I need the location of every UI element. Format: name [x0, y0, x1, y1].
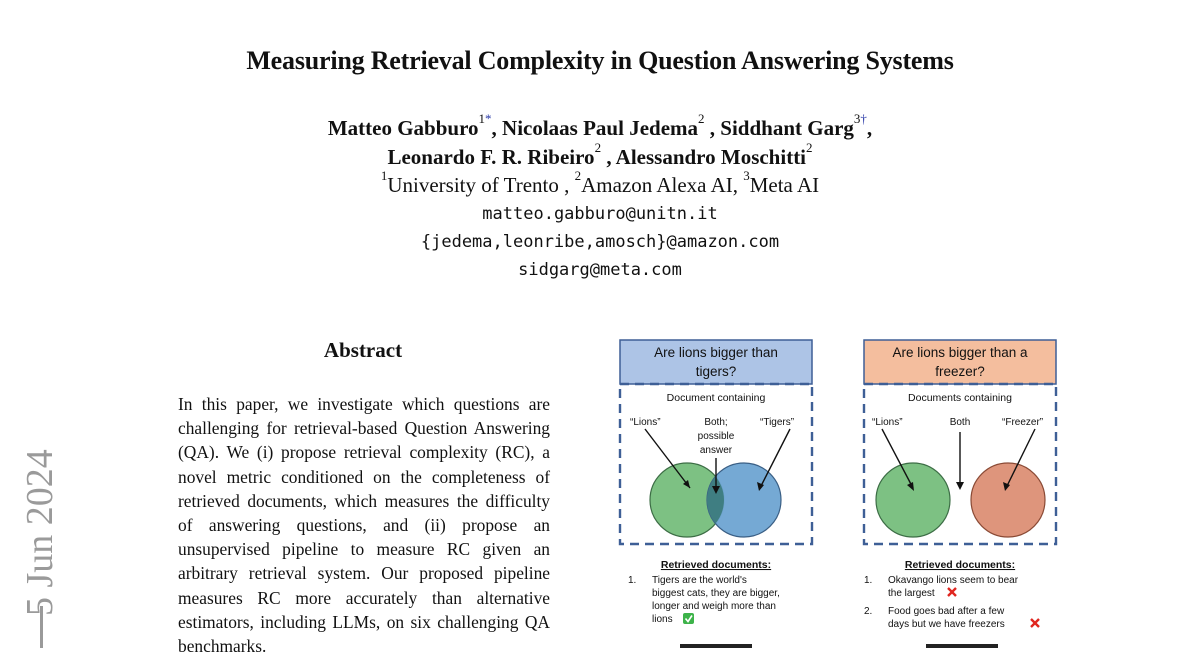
figure-illustration — [610, 334, 1070, 648]
left-panel — [620, 340, 812, 625]
check-icon — [683, 613, 694, 624]
right-item-2-line-2: days but we have freezers — [888, 619, 1005, 630]
affiliations — [0, 168, 1200, 199]
author-line-2 — [0, 140, 1200, 172]
left-item-1-line-4: lions — [652, 614, 673, 625]
author-line2-affil-index-1: 2 — [594, 140, 602, 155]
right-item-2-line-1: Food goes bad after a few — [888, 606, 1005, 617]
left-next-element-stub — [680, 644, 752, 648]
left-label-both-3: answer — [699, 445, 733, 456]
left-retrieved-title: Retrieved documents: — [660, 559, 772, 571]
left-item-1-line-2: biggest cats, they are bigger, — [652, 588, 780, 599]
author-line2-affil-index-2: 2 — [806, 140, 813, 155]
left-label-both-2: possible — [697, 431, 735, 442]
author-line-1 — [0, 111, 1200, 143]
left-doc-label: Document containing — [666, 392, 766, 404]
freezer-circle — [971, 463, 1045, 537]
cross-icon — [1031, 619, 1039, 627]
author-line2-name-2: Alessandro Moschitti — [615, 145, 807, 169]
arxiv-stamp-bracket — [40, 606, 53, 648]
affiliation-index-3: 3 — [743, 168, 750, 183]
left-question-line-1: Are lions bigger than — [654, 345, 778, 360]
author-line1-note-mark-3: † — [860, 111, 867, 126]
abstract-text: In this paper, we investigate which questions are challenging for retrieval-based Question Answering (QA). We (i) propose retrieval complexity (RC), a novel metric conditioned on the completeness of retrieved documents, which measures the difficulty of answering questions, and (ii) propose an unsupervised pipeline to measure RC given an arbitrary retrieval system. Our proposed pipeline measures RC more accurately than alternative estimators, including LLMs, on six challenging QA benchmarks. — [178, 394, 550, 657]
right-retrieved-title: Retrieved documents: — [904, 559, 1016, 571]
affiliation-1: University of Trento , — [387, 173, 575, 197]
figure-1 — [610, 334, 1070, 648]
author-line1-affil-index-3: 3† — [853, 111, 867, 126]
author-list — [0, 111, 1200, 172]
abstract-heading: Abstract — [323, 338, 403, 362]
right-item-1-num: 1. — [864, 575, 873, 586]
email-2: {jedema,leonribe,amosch}@amazon.com — [420, 232, 780, 252]
right-label-lions: “Lions” — [872, 417, 903, 428]
arxiv-side-stamp: 5 Jun 2024 — [19, 449, 61, 616]
email-3: sidgarg@meta.com — [518, 260, 682, 280]
author-line1-name-1: Matteo Gabburo — [327, 116, 479, 140]
right-item-1-line-2: the largest — [888, 588, 935, 599]
right-lions-circle — [876, 463, 950, 537]
email-1: matteo.gabburo@unitn.it — [482, 204, 718, 224]
affiliation-2: Amazon Alexa AI, — [581, 173, 744, 197]
email-list — [0, 200, 1200, 284]
left-question-line-2: tigers? — [695, 364, 737, 379]
right-question-line-1: Are lions bigger than a — [892, 345, 1028, 360]
right-label-both: Both — [949, 417, 971, 428]
right-label-freezer: “Freezer” — [1002, 417, 1044, 428]
author-line1-separator-2: , — [704, 116, 721, 140]
left-label-tigers: “Tigers” — [760, 417, 795, 428]
left-label-both-1: Both; — [704, 417, 728, 428]
right-item-2-num: 2. — [864, 606, 873, 617]
arrow-right-both-head — [956, 482, 964, 490]
left-label-lions: “Lions” — [630, 417, 661, 428]
left-item-1-line-1: Tigers are the world's — [652, 575, 747, 586]
affiliation-index-2: 2 — [574, 168, 582, 183]
left-item-1-num: 1. — [628, 575, 637, 586]
paper-title: Measuring Retrieval Complexity in Question Answering Systems — [246, 46, 954, 75]
right-question-line-2: freezer? — [935, 364, 985, 379]
author-line1-separator-3: , — [866, 116, 873, 140]
author-line1-affil-index-1: 1* — [478, 111, 492, 126]
affiliation-3: Meta AI — [749, 173, 820, 197]
author-line1-affil-index-2: 2 — [698, 111, 705, 126]
right-doc-label: Documents containing — [908, 392, 1012, 404]
right-next-element-stub — [926, 644, 998, 648]
author-line1-name-3: Siddhant Garg — [720, 116, 854, 140]
author-line2-separator-1: , — [601, 145, 616, 169]
right-item-1-line-1: Okavango lions seem to bear — [888, 575, 1019, 586]
author-line1-note-mark-1: * — [485, 111, 492, 126]
author-line1-separator-1: , — [491, 116, 503, 140]
left-item-1-line-3: longer and weigh more than — [652, 601, 776, 612]
affiliation-index-1: 1 — [380, 168, 388, 183]
author-line2-name-1: Leonardo F. R. Ribeiro — [387, 145, 595, 169]
right-panel — [864, 340, 1056, 630]
cross-icon — [948, 588, 956, 596]
author-line1-name-2: Nicolaas Paul Jedema — [502, 116, 699, 140]
